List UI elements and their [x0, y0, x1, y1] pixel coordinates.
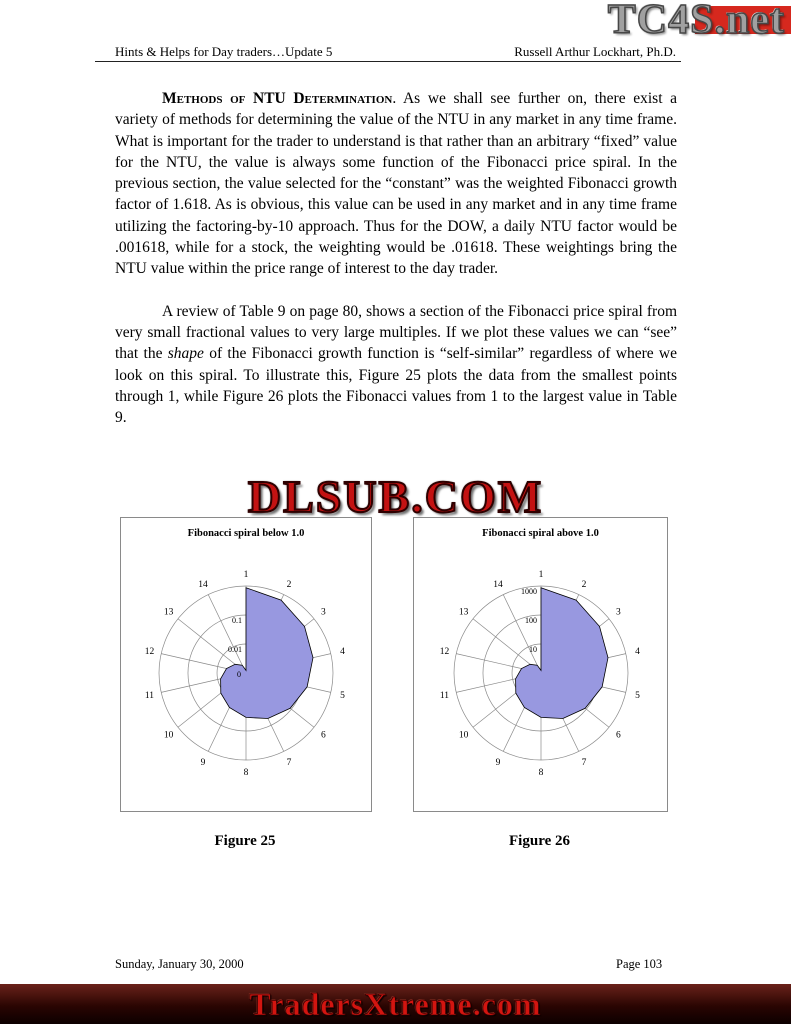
paragraph-2-b: of the Fibonacci growth function is “self-similar” regardless of where we look on this spiral. To illustrate this, Figure 25 plots the data from the smallest points through 1, while Figure 26 plots the Fibonacci values from 1 to the largest value in Table 9. — [115, 345, 678, 427]
bottom-banner-text: TradersXtreme.com — [249, 985, 542, 1022]
svg-text:10: 10 — [528, 645, 537, 655]
dlsub-watermark: DLSUB.COM — [247, 471, 544, 522]
svg-text:8: 8 — [538, 768, 543, 778]
figure-26-polar-chart — [417, 541, 665, 801]
header-divider — [95, 61, 681, 62]
header-author: Russell Arthur Lockhart, Ph.D. — [514, 44, 676, 59]
svg-text:1: 1 — [243, 570, 249, 580]
svg-text:14: 14 — [492, 579, 503, 590]
svg-text:5: 5 — [634, 691, 640, 702]
figure-26-chart-box — [413, 517, 668, 812]
figure-25-caption: Figure 25 — [214, 833, 276, 849]
svg-text:9: 9 — [200, 758, 206, 769]
svg-text:2: 2 — [581, 579, 586, 590]
paragraph-1-rest: . As we shall see further on, there exist a variety of methods for determining the value of the NTU in any market in any time frame. What is important for the trader to understand is that rather than an arbitrary “fixed” value for the NTU, the value is always some function of the Fibonacci price spiral. In the previous section, the value selected for the “constant” was the weighted Fibonacci growth factor of 1.618. As is obvious, this value can be used in any market and in any time frame utilizing the factoring-by-10 approach. Thus for the DOW, a daily NTU factor would be .001618, while for a stock, the weighting would be .01618. These weightings bring the NTU value within the price range of interest to the day trader. — [115, 90, 677, 278]
site-logo: TC4S.net — [607, 0, 785, 43]
svg-text:6: 6 — [321, 730, 326, 741]
svg-text:1: 1 — [538, 570, 543, 580]
svg-text:2: 2 — [286, 579, 292, 590]
paragraph-2 — [115, 301, 677, 429]
figure-25-chart-title: Fibonacci spiral below 1.0 — [187, 528, 305, 539]
paragraph-1 — [115, 88, 677, 280]
body-text — [115, 88, 677, 449]
svg-text:12: 12 — [144, 646, 155, 657]
svg-text:9: 9 — [495, 758, 500, 769]
svg-text:14: 14 — [198, 579, 208, 590]
figure-26-chart-title: Fibonacci spiral above 1.0 — [482, 528, 599, 539]
svg-text:0.1: 0.1 — [232, 615, 242, 625]
svg-text:10: 10 — [458, 730, 468, 741]
footer-date: Sunday, January 30, 2000 — [115, 957, 244, 971]
svg-text:12: 12 — [439, 646, 449, 657]
svg-text:100: 100 — [524, 615, 537, 625]
footer-page-number: Page 103 — [616, 957, 663, 971]
svg-text:5: 5 — [340, 691, 345, 702]
svg-text:3: 3 — [615, 607, 621, 618]
svg-text:0.01: 0.01 — [228, 645, 242, 655]
figure-26-caption: Figure 26 — [509, 833, 570, 849]
svg-text:4: 4 — [340, 646, 345, 657]
svg-text:11: 11 — [439, 691, 449, 702]
paragraph-1-lead: Methods of NTU Determination — [162, 90, 393, 107]
svg-text:4: 4 — [634, 646, 640, 657]
svg-text:7: 7 — [286, 758, 292, 769]
figure-25-chart-box — [120, 517, 372, 812]
svg-text:13: 13 — [458, 607, 468, 618]
svg-text:0: 0 — [237, 670, 241, 679]
svg-text:7: 7 — [581, 758, 586, 769]
svg-text:13: 13 — [163, 607, 174, 618]
svg-text:6: 6 — [615, 730, 621, 741]
bottom-banner — [0, 984, 791, 1024]
paragraph-2-a: A review of Table 9 on page 80, shows a section of the Fibonacci price spiral from very small fractional values to very large multiples. If we plot these values we can “see” that the — [115, 302, 677, 363]
svg-text:11: 11 — [144, 691, 155, 702]
paragraph-2-italic: shape — [167, 345, 204, 363]
figure-25-polar-chart — [122, 541, 370, 801]
svg-text:10: 10 — [163, 730, 174, 741]
header-title: Hints & Helps for Day traders…Update 5 — [115, 44, 333, 59]
svg-text:8: 8 — [243, 768, 249, 778]
svg-text:3: 3 — [321, 607, 326, 618]
svg-text:1000: 1000 — [520, 587, 537, 596]
